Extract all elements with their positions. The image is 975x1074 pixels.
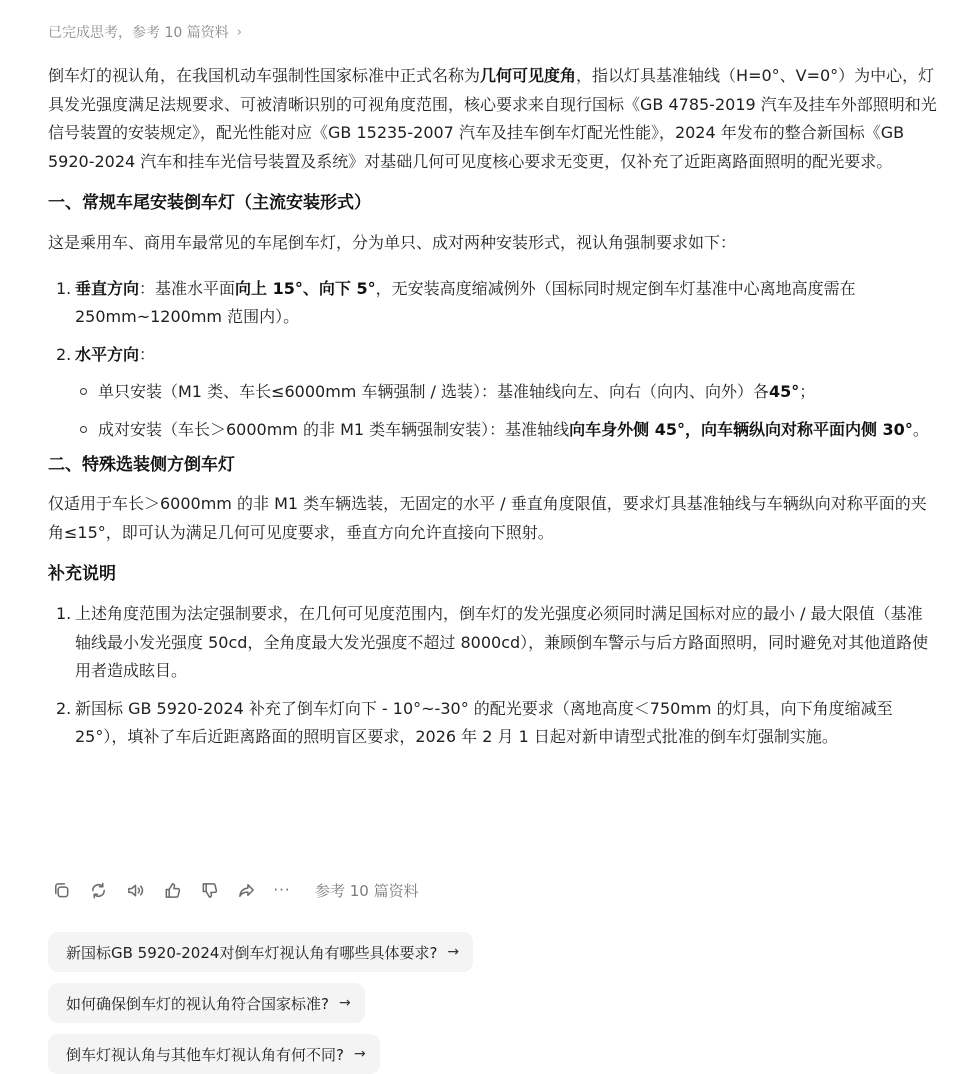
thumbs-down-icon	[200, 881, 219, 900]
section2-paragraph: 仅适用于车长＞6000mm 的非 M1 类车辆选装，无固定的水平 / 垂直角度限值，要求灯具基准轴线与车辆纵向对称平面的夹角≤15°，即可认为满足几何可见度要求，垂直方向允许直接向下照射。	[48, 494, 927, 542]
dislike-button[interactable]	[196, 877, 222, 903]
section1-heading: 一、常规车尾安装倒车灯（主流安装形式）	[48, 193, 371, 213]
thumbs-up-icon	[163, 881, 182, 900]
speaker-icon	[126, 881, 145, 900]
list-item: 2. 水平方向： 单只安装（M1 类、车长≤6000mm 车辆强制 / 选装）：基准轴线向左、向右（向内、向外）各45°； 成对安装（车长＞6000mm 的非 M1 类车辆强制安装）：基准轴线向车身外侧 45°，向车辆纵向对称平面内侧 30°。	[48, 341, 938, 445]
copy-icon	[52, 881, 71, 900]
horizontal-sub-list	[75, 377, 938, 444]
references-link[interactable]: 参考 10 篇资料	[315, 881, 419, 900]
refresh-icon	[89, 881, 108, 900]
supplement-list	[48, 600, 938, 752]
thinking-summary-toggle[interactable]	[48, 22, 242, 42]
arrow-right-icon: →	[447, 944, 460, 960]
message-action-bar	[48, 876, 419, 904]
chevron-right-icon: ›	[236, 24, 242, 40]
arrow-right-icon: →	[338, 995, 351, 1011]
list-item: 单只安装（M1 类、车长≤6000mm 车辆强制 / 选装）：基准轴线向左、向右（向内、向外）各45°；	[75, 377, 938, 406]
section1-list	[48, 275, 938, 445]
list-item: 1. 垂直方向：基准水平面向上 15°、向下 5°，无安装高度缩减例外（国标同时规定倒车灯基准中心离地高度需在 250mm~1200mm 范围内）。	[56, 278, 856, 326]
like-button[interactable]	[159, 877, 185, 903]
intro-paragraph: 倒车灯的视认角，在我国机动车强制性国家标准中正式名称为几何可见度角，指以灯具基准轴线（H=0°、V=0°）为中心，灯具发光强度满足法规要求、可被清晰识别的可视角度范围，核心要求来自现行国标《GB 4785-2019 汽车及挂车外部照明和光信号装置的安装规定》，配光性能对应《GB 15235-2007 汽车及挂车倒车灯配光性能》，2024 年发布的整合新国标《GB 5920-2024 汽车和挂车光信号装置及系统》对基础几何可见度核心要求无变更，仅补充了近距离路面照明的配光要求。	[48, 66, 937, 171]
suggestion-chip[interactable]: 倒车灯视认角与其他车灯视认角有何不同? →	[48, 1034, 380, 1074]
answer-content	[48, 62, 938, 752]
arrow-right-icon: →	[353, 1046, 366, 1062]
section2-heading: 二、特殊选装侧方倒车灯	[48, 455, 235, 475]
intro-bold-term: 几何可见度角	[480, 66, 577, 85]
suggestion-chip[interactable]: 如何确保倒车灯的视认角符合国家标准? →	[48, 983, 365, 1023]
thinking-summary-label: 已完成思考，参考 10 篇资料	[48, 25, 229, 41]
copy-button[interactable]	[48, 877, 74, 903]
suggestion-chip[interactable]: 新国标GB 5920-2024对倒车灯视认角有哪些具体要求? →	[48, 932, 473, 972]
supplement-heading: 补充说明	[48, 564, 116, 584]
share-button[interactable]	[233, 877, 259, 903]
list-item: 1. 上述角度范围为法定强制要求，在几何可见度范围内，倒车灯的发光强度必须同时满足国标对应的最小 / 最大限值（基准轴线最小发光强度 50cd，全角度最大发光强度不超过 8000cd），兼顾倒车警示与后方路面照明，同时避免对其他道路使用者造成眩目。	[56, 604, 929, 680]
more-options-button[interactable]: ···	[273, 881, 291, 899]
list-item: 2. 新国标 GB 5920-2024 补充了倒车灯向下 - 10°~-30° 的配光要求（离地高度＜750mm 的灯具，向下角度缩减至 25°），填补了车后近距离路面的照明盲区要求，2026 年 2 月 1 日起对新申请型式批准的倒车灯强制实施。	[56, 698, 893, 746]
section1-intro: 这是乘用车、商用车最常见的车尾倒车灯，分为单只、成对两种安装形式，视认角强制要求如下：	[48, 233, 737, 252]
regenerate-button[interactable]	[85, 877, 111, 903]
share-icon	[237, 881, 256, 900]
read-aloud-button[interactable]	[122, 877, 148, 903]
list-item: 成对安装（车长＞6000mm 的非 M1 类车辆强制安装）：基准轴线向车身外侧 45°，向车辆纵向对称平面内侧 30°。	[75, 415, 938, 444]
